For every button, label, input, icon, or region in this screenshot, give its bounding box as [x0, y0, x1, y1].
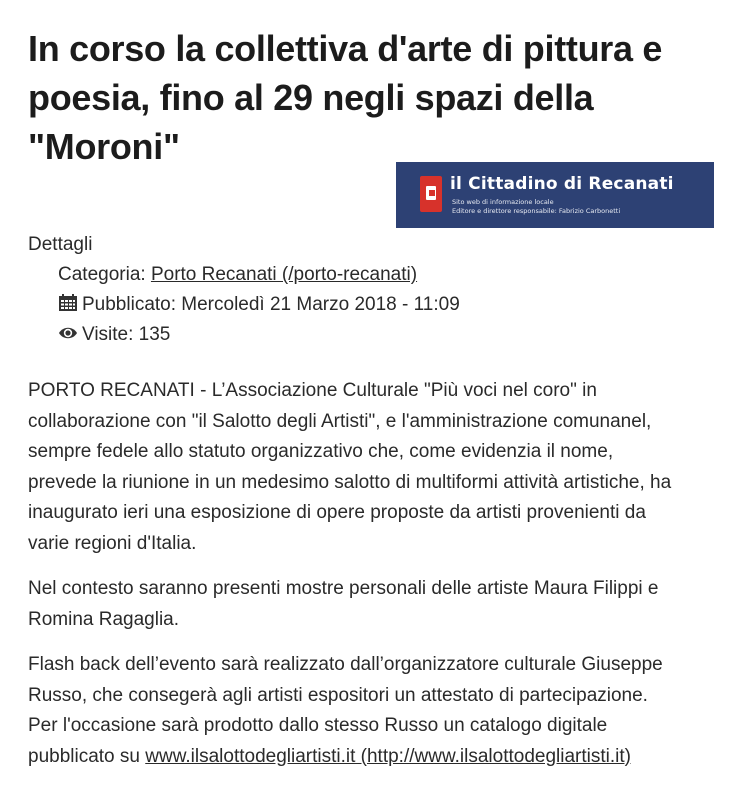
title-line: In corso la collettiva d'arte di pittura e	[28, 28, 663, 69]
text-line: Per l'occasione sarà prodotto dallo stesso Russo un catalogo digitale	[28, 715, 608, 736]
text-line: PORTO RECANATI - L’Associazione Culturale "Più voci nel coro" in	[28, 380, 597, 401]
text-line: prevede la riunione in un medesimo salotto di multiformi attività artistiche, ha	[28, 471, 672, 493]
eye-icon	[58, 324, 78, 342]
text-line: varie regioni d'Italia.	[28, 532, 197, 554]
logo-name: il Cittadino di Recanati	[450, 174, 674, 194]
article-body	[28, 376, 738, 787]
category-row	[28, 260, 460, 290]
text-line: Russo, che consegerà agli artisti espositori un attestato di partecipazione.	[28, 684, 648, 706]
details-heading: Dettagli	[28, 234, 93, 255]
text-line: Nel contesto saranno presenti mostre personali delle artiste Maura Filippi e	[28, 578, 659, 599]
text-line: collaborazione con "il Salotto degli Artisti", e l'amministrazione comunanel,	[28, 410, 652, 432]
salotto-website-link[interactable]: www.ilsalottodegliartisti.it (http://www.ilsalottodegliartisti.it)	[145, 745, 631, 767]
calendar-icon	[58, 294, 78, 312]
text-line: Flash back dell’evento sarà realizzato dall’organizzatore culturale Giuseppe	[28, 654, 663, 675]
text-line: sempre fedele allo statuto organizzativo che, come evidenzia il nome,	[28, 441, 614, 462]
logo-subtitle: Sito web di informazione locale	[452, 198, 554, 206]
text-line	[28, 742, 738, 773]
paragraph-2	[28, 574, 738, 635]
paragraph-3	[28, 650, 738, 772]
category-label: Categoria:	[58, 264, 146, 285]
paragraph-1	[28, 376, 738, 559]
link-prefix: pubblicato su	[28, 745, 146, 767]
text-line: Romina Ragaglia.	[28, 608, 180, 630]
visits-count: Visite: 135	[82, 324, 171, 345]
category-link[interactable]: Porto Recanati (/porto-recanati)	[150, 264, 418, 285]
visits-row	[28, 320, 460, 350]
title-line: "Moroni"	[28, 126, 180, 167]
logo-mark-icon	[420, 176, 442, 212]
published-row	[28, 290, 460, 320]
logo-editor-line: Editore e direttore responsabile: Fabrizio Carbonetti	[452, 207, 621, 215]
article-title	[28, 24, 728, 171]
text-line: inaugurato ieri una esposizione di opere proposte da artisti provenienti da	[28, 502, 646, 523]
site-logo-banner	[396, 162, 714, 228]
article-details	[28, 230, 460, 350]
title-line: poesia, fino al 29 negli spazi della	[28, 77, 594, 118]
published-date: Pubblicato: Mercoledì 21 Marzo 2018 - 11:09	[82, 294, 460, 315]
